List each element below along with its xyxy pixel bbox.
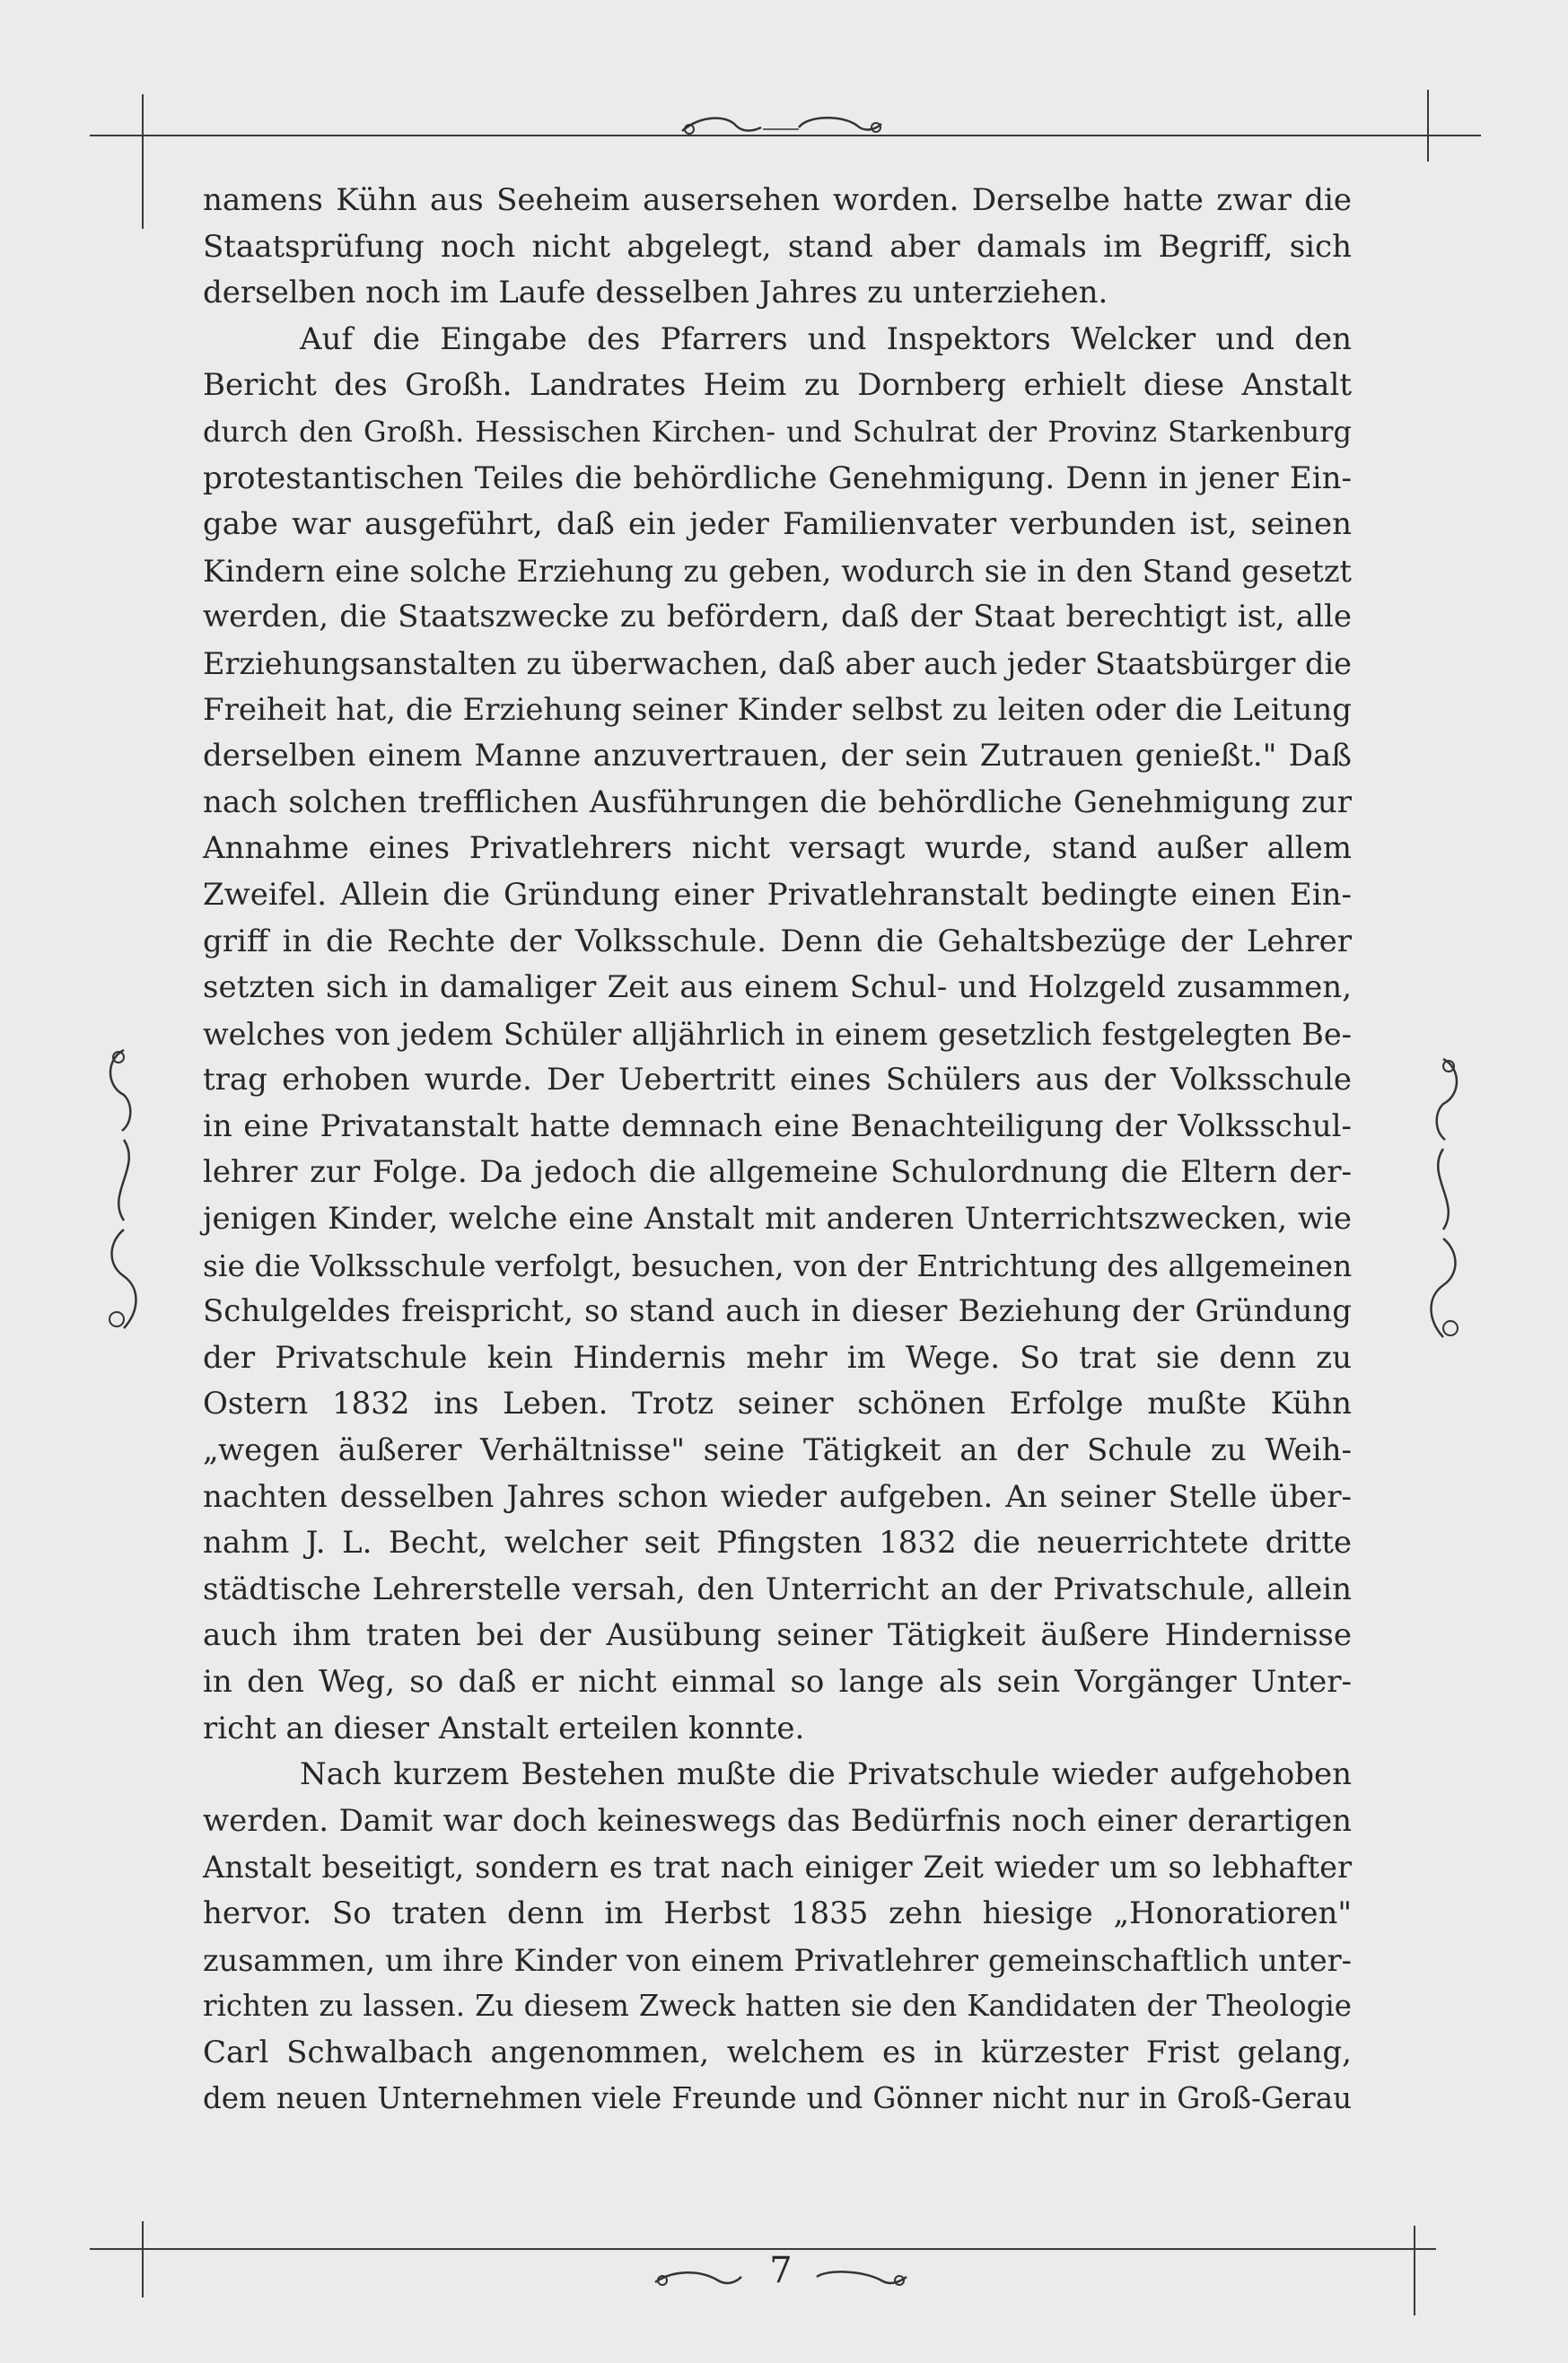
top-ornament	[664, 108, 898, 144]
text-line: dem neuen Unternehmen viele Freunde und Gönner nicht nur in Groß-Gerau	[203, 2081, 1352, 2116]
text-line: jenigen Kinder, welche eine Anstalt mit anderen Unterrichtszwecken, wie	[203, 1201, 1352, 1238]
text-line: werden, die Staatszwecke zu befördern, daß der Staat berechtigt ist, alle	[203, 599, 1352, 635]
text-line: richt an dieser Anstalt erteilen konnte.	[203, 1710, 805, 1746]
text-line: gabe war ausgeführt, daß ein jeder Familienvater verbunden ist, seinen	[203, 506, 1352, 543]
left-rule-bottom	[142, 2221, 144, 2297]
text-line: Nach kurzem Bestehen mußte die Privatschule wieder aufgehoben	[300, 1756, 1352, 1793]
text-line: nahm J. L. Becht, welcher seit Pfingsten 1832 die neuerrichtete dritte	[203, 1525, 1352, 1562]
text-line: lehrer zur Folge. Da jedoch die allgemeine Schulordnung die Eltern der-	[203, 1154, 1352, 1191]
text-line: in eine Privatanstalt hatte demnach eine Benachteiligung der Volksschul-	[203, 1107, 1352, 1144]
text-line: Anstalt beseitigt, sondern es trat nach einiger Zeit wieder um so lebhafter	[203, 1850, 1352, 1886]
right-rule-top	[1427, 90, 1429, 162]
text-line: welches von jedem Schüler alljährlich in einem gesetzlich festgelegten Be-	[203, 1016, 1352, 1052]
text-line: zusammen, um ihre Kinder von einem Privatlehrer gemeinschaftlich unter-	[203, 1942, 1352, 1978]
left-side-ornament	[97, 1041, 151, 1346]
text-line: derselben einem Manne anzuvertrauen, der sein Zutrauen genießt." Daß	[203, 738, 1352, 775]
body-text	[203, 178, 1352, 2122]
page-number: 7	[769, 2250, 793, 2291]
text-line: werden. Damit war doch keineswegs das Bedürfnis noch einer derartigen	[203, 1802, 1352, 1839]
text-line: nachten desselben Jahres schon wieder aufgeben. An seiner Stelle über-	[203, 1478, 1352, 1515]
text-line: setzten sich in damaliger Zeit aus einem Schul- und Holzgeld zusammen,	[203, 969, 1352, 1006]
text-line: griff in die Rechte der Volksschule. Denn die Gehaltsbezüge der Lehrer	[203, 923, 1352, 959]
text-line: namens Kühn aus Seeheim ausersehen worden. Derselbe hatte zwar die	[203, 182, 1352, 218]
text-line: Annahme eines Privatlehrers nicht versagt wurde, stand außer allem	[203, 830, 1352, 867]
text-line: städtische Lehrerstelle versah, den Unterricht an der Privatschule, allein	[203, 1571, 1352, 1607]
text-line: Schulgeldes freispricht, so stand auch in dieser Beziehung der Gründung	[203, 1293, 1352, 1330]
text-line: Bericht des Großh. Landrates Heim zu Dornberg erhielt diese Anstalt	[203, 367, 1352, 404]
text-line: sie die Volksschule verfolgt, besuchen, von der Entrichtung des allgemeinen	[203, 1247, 1353, 1283]
text-line: Kindern eine solche Erziehung zu geben, wodurch sie in den Stand gesetzt	[203, 553, 1352, 589]
text-line: Ostern 1832 ins Leben. Trotz seiner schönen Erfolge mußte Kühn	[203, 1386, 1352, 1422]
text-line: nach solchen trefflichen Ausführungen die behördliche Genehmigung zur	[203, 783, 1352, 820]
text-line: derselben noch im Laufe desselben Jahres zu unterziehen.	[203, 275, 1108, 311]
text-line: protestantischen Teiles die behördliche Genehmigung. Denn in jener Ein-	[203, 459, 1352, 496]
text-line: der Privatschule kein Hindernis mehr im Wege. So trat sie denn zu	[203, 1339, 1352, 1376]
text-line: Zweifel. Allein die Gründung einer Privatlehranstalt bedingte einen Ein-	[203, 876, 1352, 913]
text-line: „wegen äußerer Verhältnisse" seine Tätigkeit an der Schule zu Weih-	[203, 1432, 1352, 1469]
text-line: Auf die Eingabe des Pfarrers und Inspektors Welcker und den	[300, 320, 1352, 357]
text-line: Erziehungsanstalten zu überwachen, daß aber auch jeder Staatsbürger die	[203, 645, 1352, 681]
right-rule-bottom	[1414, 2226, 1415, 2315]
left-rule-top	[142, 94, 144, 229]
text-line: trag erhoben wurde. Der Uebertritt eines Schülers aus der Volksschule	[203, 1062, 1352, 1098]
text-line: auch ihm traten bei der Ausübung seiner Tätigkeit äußere Hindernisse	[203, 1617, 1352, 1654]
text-line: Freiheit hat, die Erziehung seiner Kinder selbst zu leiten oder die Leitung	[203, 691, 1352, 728]
text-line: Staatsprüfung noch nicht abgelegt, stand aber damals im Begriff, sich	[203, 228, 1352, 265]
text-line: in den Weg, so daß er nicht einmal so lange als sein Vorgänger Unter-	[203, 1664, 1352, 1700]
right-side-ornament	[1416, 1050, 1470, 1355]
text-line: hervor. So traten denn im Herbst 1835 zehn hiesige „Honoratioren"	[203, 1895, 1352, 1931]
text-line: durch den Großh. Hessischen Kirchen- und Schulrat der Provinz Starkenburg	[203, 414, 1352, 449]
text-line: Carl Schwalbach angenommen, welchem es in kürzester Frist gelang,	[203, 2034, 1352, 2070]
text-line: richten zu lassen. Zu diesem Zweck hatten sie den Kandidaten der Theologie	[203, 1989, 1352, 2024]
